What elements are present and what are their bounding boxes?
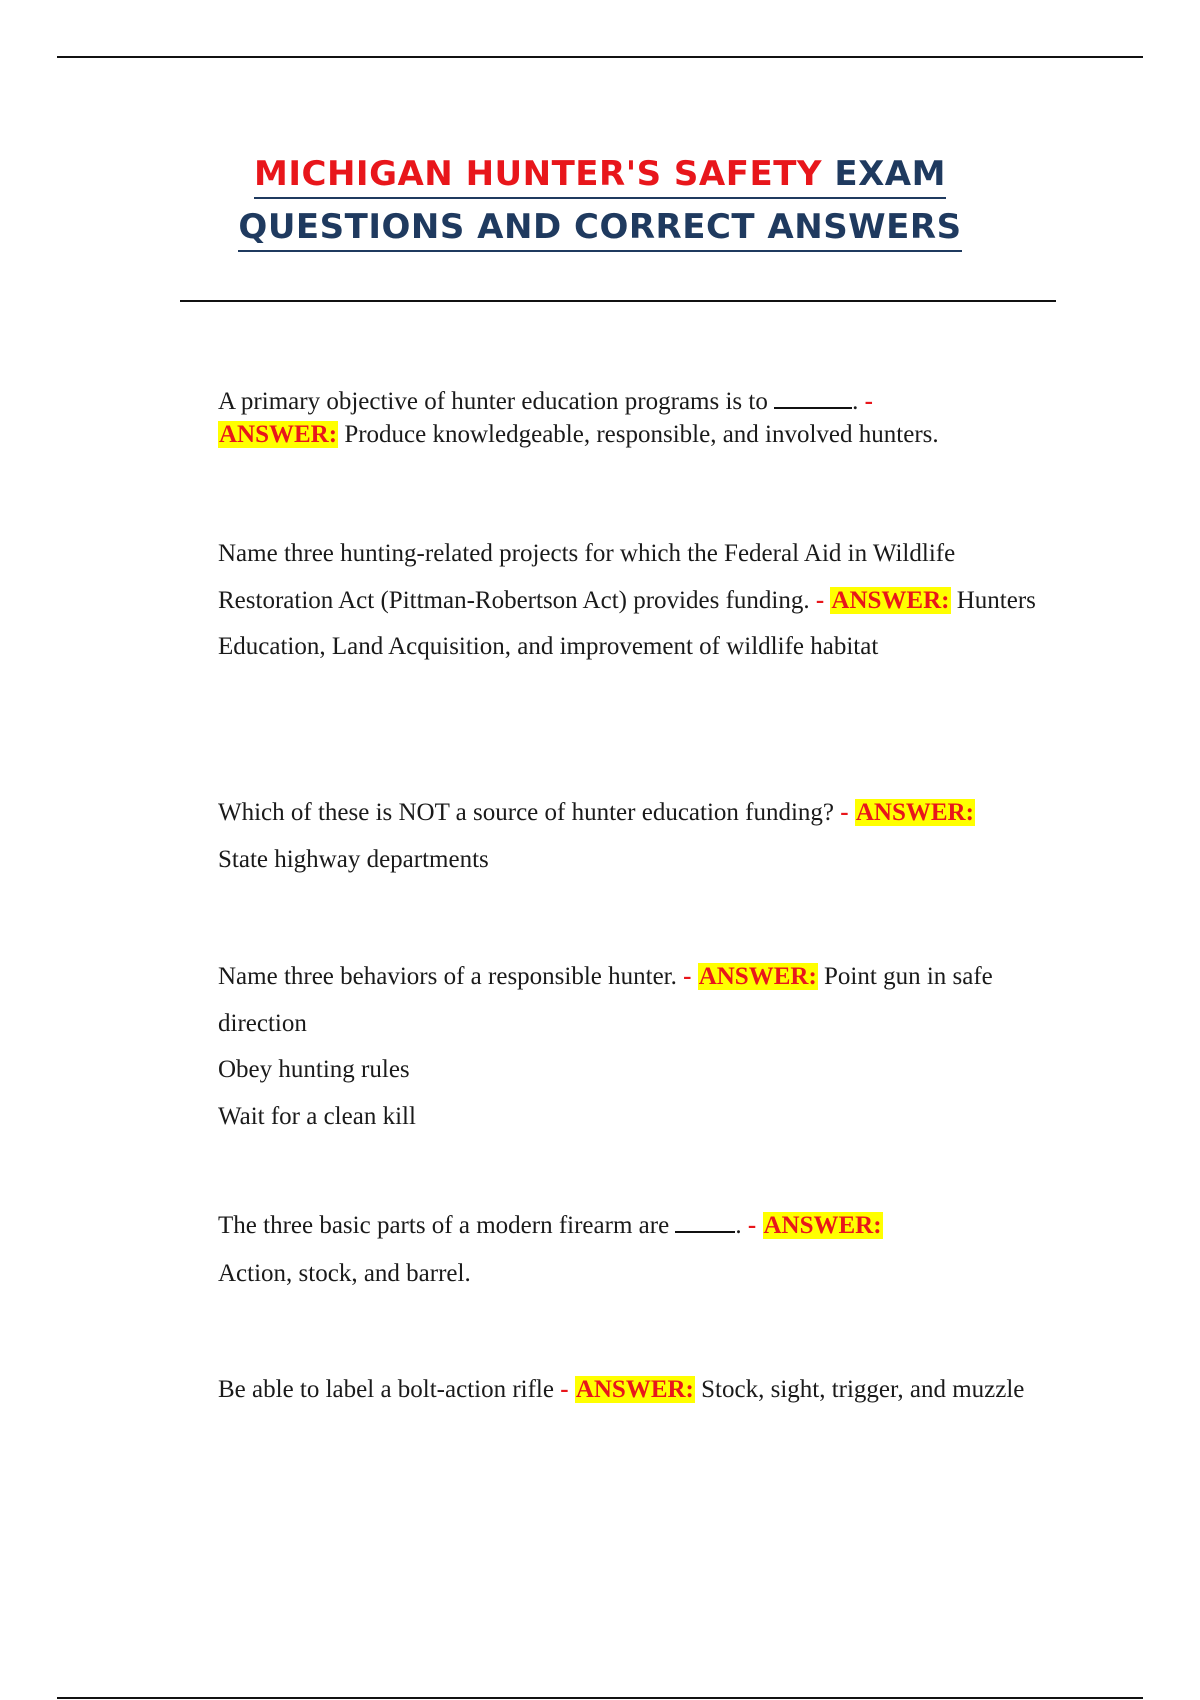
qa-item bbox=[218, 385, 1038, 451]
answer-separator: - bbox=[683, 963, 692, 990]
title-navy-part: EXAM bbox=[834, 154, 946, 194]
qa-paragraph bbox=[218, 954, 1038, 1140]
qa-paragraph bbox=[218, 1202, 1038, 1298]
answer-label: ANSWER: bbox=[219, 421, 338, 448]
answer-label: ANSWER: bbox=[763, 1212, 882, 1239]
question-text: A primary objective of hunter education programs is to bbox=[218, 388, 768, 415]
bottom-rule bbox=[57, 1697, 1143, 1699]
answer-text: Action, stock, and barrel. bbox=[218, 1260, 471, 1287]
qa-paragraph bbox=[218, 385, 1038, 451]
document-title bbox=[0, 148, 1200, 254]
qa-item bbox=[218, 954, 1038, 1140]
answer-separator: - bbox=[747, 1212, 757, 1239]
title-divider bbox=[180, 300, 1056, 302]
qa-item bbox=[218, 790, 1038, 883]
answer-line: Wait for a clean kill bbox=[218, 1102, 416, 1130]
question-text: The three basic parts of a modern firearm are bbox=[218, 1212, 670, 1239]
answer-label: ANSWER: bbox=[855, 799, 974, 826]
answer-text: Stock, sight, trigger, and muzzle bbox=[701, 1376, 1025, 1403]
question-text: Name three behaviors of a responsible hunter. bbox=[218, 963, 677, 990]
fill-in-blank bbox=[675, 1211, 735, 1233]
top-rule bbox=[57, 56, 1143, 58]
title-line-1 bbox=[254, 151, 946, 199]
answer-label: ANSWER: bbox=[575, 1376, 694, 1403]
answer-text: Produce knowledgeable, responsible, and involved hunters. bbox=[344, 421, 939, 448]
qa-item bbox=[218, 531, 1038, 671]
question-text: Be able to label a bolt-action rifle bbox=[218, 1376, 554, 1403]
fill-in-blank bbox=[774, 387, 852, 409]
title-red-part: MICHIGAN HUNTER'S SAFETY bbox=[254, 154, 823, 194]
answer-separator: - bbox=[864, 388, 873, 415]
answer-line: Point gun in safe direction bbox=[218, 963, 993, 1037]
qa-item bbox=[218, 1202, 1038, 1298]
question-punctuation: . bbox=[852, 388, 859, 415]
question-punctuation: . bbox=[735, 1212, 742, 1239]
question-text: Name three hunting-related projects for which the Federal Aid in Wildlife Restoration Act (Pittman-Robertson Act) provides funding. bbox=[218, 540, 956, 614]
answer-text: State highway departments bbox=[218, 845, 489, 873]
question-text: Which of these is NOT a source of hunter education funding? bbox=[218, 799, 835, 826]
answer-separator: - bbox=[840, 799, 849, 826]
qa-paragraph bbox=[218, 1374, 1038, 1405]
title-line-2: QUESTIONS AND CORRECT ANSWERS bbox=[238, 204, 961, 252]
answer-label: ANSWER: bbox=[831, 586, 950, 614]
qa-paragraph bbox=[218, 790, 1038, 883]
answer-line: Obey hunting rules bbox=[218, 1056, 410, 1083]
answer-label: ANSWER: bbox=[698, 963, 817, 990]
answer-text: Hunters Education, Land Acquisition, and improvement of wildlife habitat bbox=[218, 586, 1036, 660]
qa-paragraph bbox=[218, 531, 1038, 671]
answer-separator: - bbox=[560, 1376, 569, 1403]
qa-item bbox=[218, 1374, 1038, 1405]
answer-separator: - bbox=[815, 586, 825, 614]
